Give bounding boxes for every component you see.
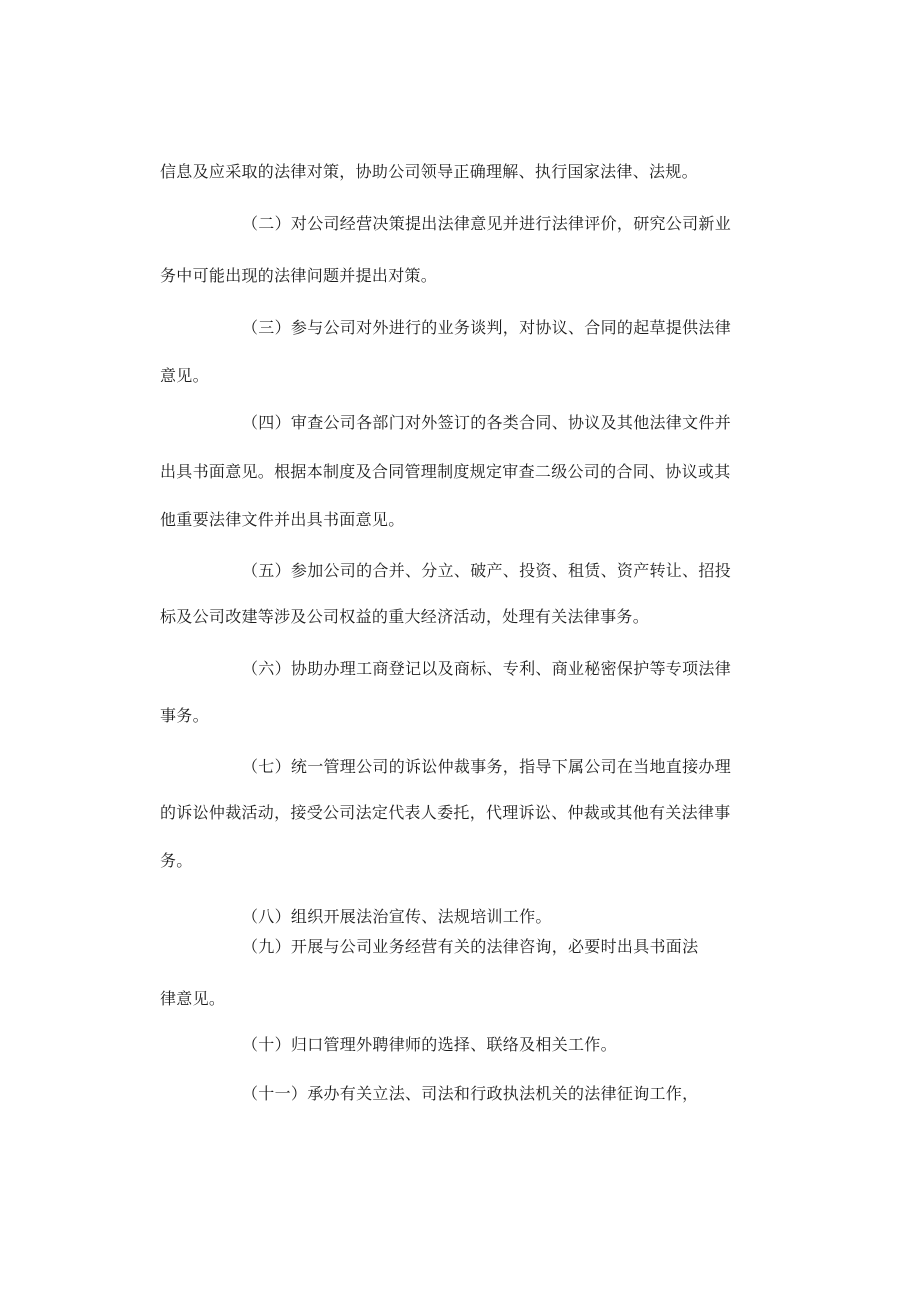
item-10-line-1: （十）归口管理外聘律师的选择、联络及相关工作。 bbox=[242, 1035, 617, 1054]
item-8-line-1: （八）组织开展法治宣传、法规培训工作。 bbox=[242, 907, 552, 926]
item-9-line-2: 律意见。 bbox=[160, 989, 226, 1008]
item-9-line-1: （九）开展与公司业务经营有关的法律咨询，必要时出具书面法 bbox=[242, 937, 699, 956]
text-line: 信息及应采取的法律对策，协助公司领导正确理解、执行国家法律、法规。 bbox=[160, 162, 698, 181]
item-5-line-1: （五）参加公司的合并、分立、破产、投资、租赁、资产转让、招投 bbox=[242, 561, 732, 580]
item-7-line-1: （七）统一管理公司的诉讼仲裁事务，指导下属公司在当地直接办理 bbox=[242, 757, 732, 776]
item-4-line-2: 出具书面意见。根据本制度及合同管理制度规定审查二级公司的合同、协议或其 bbox=[160, 462, 731, 481]
item-7-line-3: 务。 bbox=[160, 851, 193, 870]
item-4-line-1: （四）审查公司各部门对外签订的各类合同、协议及其他法律文件并 bbox=[242, 413, 732, 432]
item-7-line-2: 的诉讼仲裁活动，接受公司法定代表人委托，代理诉讼、仲裁或其他有关法律事 bbox=[160, 803, 731, 822]
item-6-line-1: （六）协助办理工商登记以及商标、专利、商业秘密保护等专项法律 bbox=[242, 659, 732, 678]
item-5-line-2: 标及公司改建等涉及公司权益的重大经济活动，处理有关法律事务。 bbox=[160, 607, 650, 626]
item-4-line-3: 他重要法律文件并出具书面意见。 bbox=[160, 510, 405, 529]
item-3-line-1: （三）参与公司对外进行的业务谈判，对协议、合同的起草提供法律 bbox=[242, 318, 732, 337]
item-2-line-2: 务中可能出现的法律问题并提出对策。 bbox=[160, 266, 438, 285]
item-3-line-2: 意见。 bbox=[160, 366, 209, 385]
item-6-line-2: 事务。 bbox=[160, 706, 209, 725]
item-2-line-1: （二）对公司经营决策提出法律意见并进行法律评价，研究公司新业 bbox=[242, 214, 732, 233]
item-11-line-1: （十一）承办有关立法、司法和行政执法机关的法律征询工作， bbox=[242, 1084, 699, 1103]
